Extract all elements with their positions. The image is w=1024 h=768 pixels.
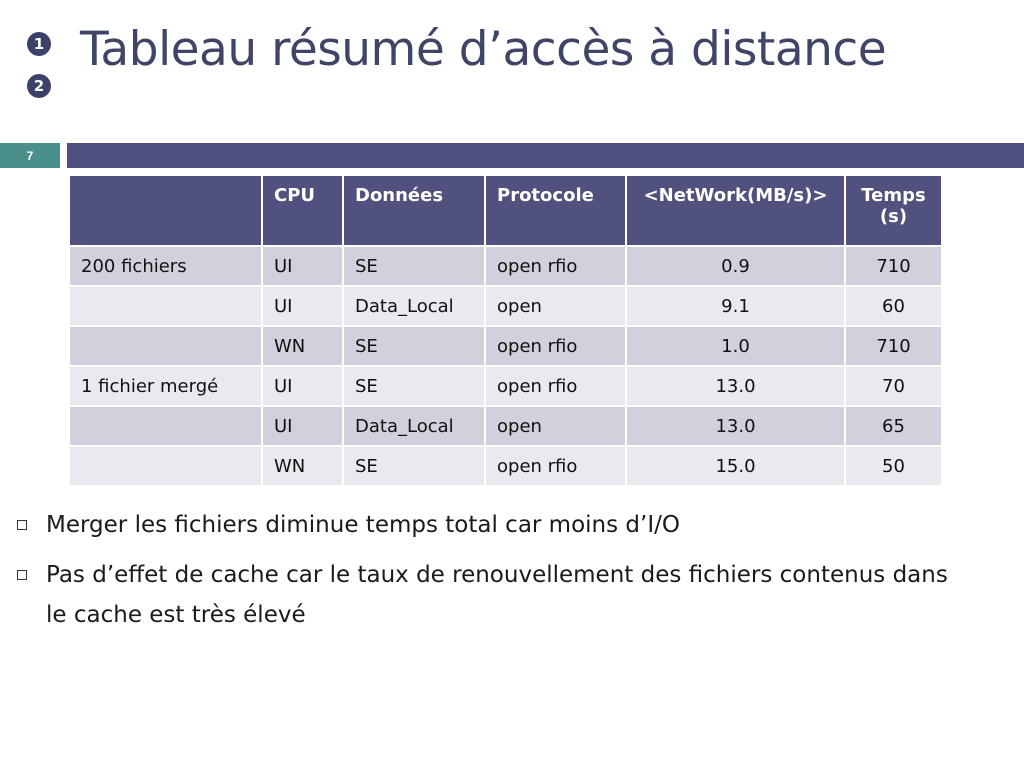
- header-temps: Temps (s): [845, 175, 942, 246]
- slide-number: 7: [0, 143, 60, 168]
- cell-temps: 65: [845, 406, 942, 446]
- table-row: [69, 366, 942, 406]
- table-row: [69, 326, 942, 366]
- header-cpu: CPU: [262, 175, 343, 246]
- cell-donnees: SE: [343, 366, 485, 406]
- summary-table: [68, 174, 943, 487]
- header-network: <NetWork(MB/s)>: [626, 175, 845, 246]
- cell-label: [69, 446, 262, 486]
- cell-network: 0.9: [626, 246, 845, 286]
- bullet-item: [15, 555, 975, 635]
- table-row: [69, 286, 942, 326]
- table-header-row: [69, 175, 942, 246]
- cell-protocole: open rfio: [485, 366, 626, 406]
- cell-cpu: WN: [262, 446, 343, 486]
- bullet-list: [15, 505, 975, 645]
- table-row: [69, 246, 942, 286]
- cell-network: 15.0: [626, 446, 845, 486]
- table-row: [69, 406, 942, 446]
- slide-markers: [27, 32, 57, 116]
- cell-protocole: open: [485, 406, 626, 446]
- cell-cpu: UI: [262, 366, 343, 406]
- cell-temps: 60: [845, 286, 942, 326]
- cell-network: 1.0: [626, 326, 845, 366]
- cell-cpu: UI: [262, 406, 343, 446]
- cell-label: [69, 406, 262, 446]
- header-donnees: Données: [343, 175, 485, 246]
- slide-title: Tableau résumé d’accès à distance: [80, 22, 887, 77]
- cell-label: [69, 286, 262, 326]
- cell-donnees: SE: [343, 446, 485, 486]
- cell-protocole: open rfio: [485, 246, 626, 286]
- cell-network: 13.0: [626, 366, 845, 406]
- cell-network: 13.0: [626, 406, 845, 446]
- cell-temps: 70: [845, 366, 942, 406]
- cell-donnees: Data_Local: [343, 406, 485, 446]
- cell-label: [69, 326, 262, 366]
- marker-2-icon: 2: [27, 74, 51, 98]
- bullet-item: [15, 505, 975, 545]
- cell-temps: 50: [845, 446, 942, 486]
- table-row: [69, 446, 942, 486]
- cell-cpu: UI: [262, 246, 343, 286]
- header-protocole: Protocole: [485, 175, 626, 246]
- cell-donnees: SE: [343, 246, 485, 286]
- cell-donnees: Data_Local: [343, 286, 485, 326]
- cell-protocole: open rfio: [485, 446, 626, 486]
- cell-protocole: open: [485, 286, 626, 326]
- cell-temps: 710: [845, 326, 942, 366]
- cell-cpu: UI: [262, 286, 343, 326]
- cell-network: 9.1: [626, 286, 845, 326]
- marker-1-icon: 1: [27, 32, 51, 56]
- bullet-text: Merger les fichiers diminue temps total car moins d’I/O: [46, 512, 680, 538]
- cell-cpu: WN: [262, 326, 343, 366]
- cell-label: 200 fichiers: [69, 246, 262, 286]
- cell-temps: 710: [845, 246, 942, 286]
- cell-label: 1 fichier mergé: [69, 366, 262, 406]
- square-bullet-icon: [17, 570, 27, 580]
- cell-donnees: SE: [343, 326, 485, 366]
- header-bar: [67, 143, 1024, 168]
- square-bullet-icon: [17, 520, 27, 530]
- cell-protocole: open rfio: [485, 326, 626, 366]
- header-label: [69, 175, 262, 246]
- bullet-text: Pas d’effet de cache car le taux de renouvellement des fichiers contenus dans le cache est très élevé: [46, 562, 948, 628]
